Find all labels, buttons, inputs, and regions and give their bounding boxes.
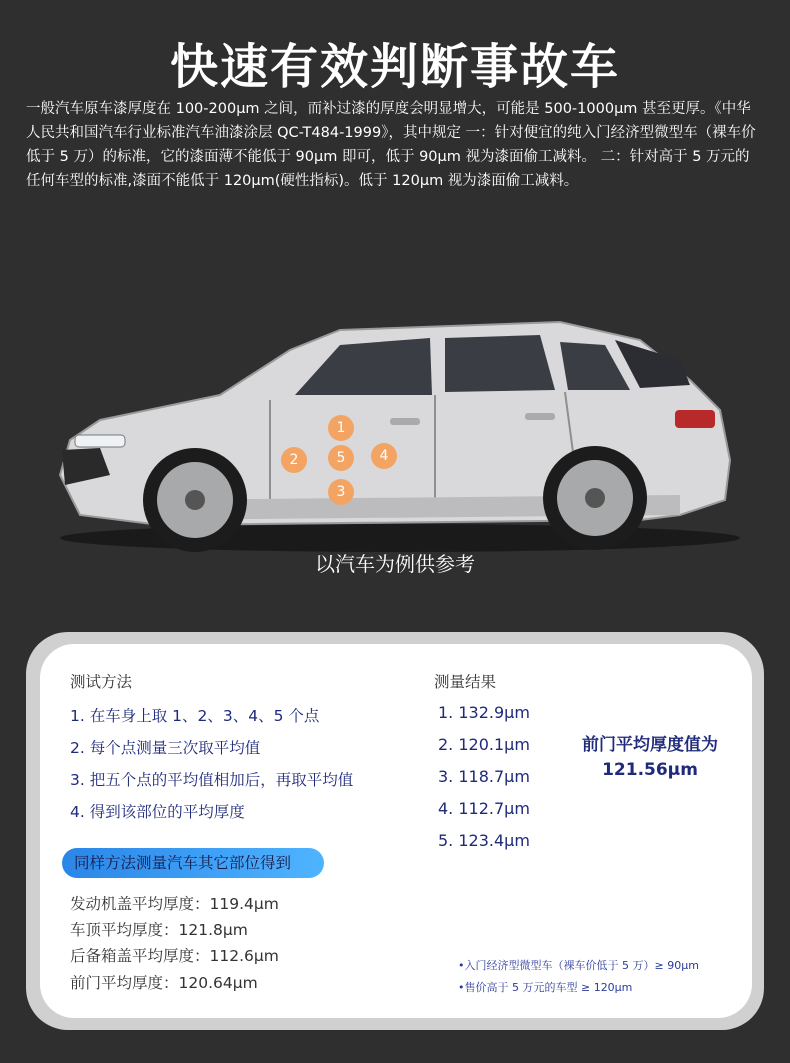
method-step: 1. 在车身上取 1、2、3、4、5 个点: [70, 707, 320, 725]
method-step: 2. 每个点测量三次取平均值: [70, 739, 261, 757]
method-step: 3. 把五个点的平均值相加后，再取平均值: [70, 771, 354, 789]
car-image: [40, 300, 760, 560]
method-heading: 测试方法: [70, 673, 133, 691]
front-door-average-label: 前门平均厚度值为: [582, 735, 718, 755]
measure-point-5: 5: [328, 445, 354, 471]
suv-illustration: [40, 300, 760, 560]
result-item: 4. 112.7μm: [438, 799, 530, 818]
car-caption: 以汽车为例供参考: [315, 552, 475, 576]
other-part-item: 前门平均厚度：120.64μm: [70, 974, 258, 992]
result-item: 2. 120.1μm: [438, 735, 530, 754]
result-item: 1. 132.9μm: [438, 703, 530, 722]
other-parts-badge: 同样方法测量汽车其它部位得到: [62, 848, 324, 878]
results-heading: 测量结果: [434, 673, 497, 691]
page-title: 快速有效判断事故车: [169, 39, 620, 95]
method-step: 4. 得到该部位的平均厚度: [70, 803, 245, 821]
other-part-item: 后备箱盖平均厚度：112.6μm: [70, 947, 279, 965]
measure-point-4: 4: [371, 443, 397, 469]
intro-paragraph: 一般汽车原车漆厚度在 100-200μm 之间，而补过漆的厚度会明显增大，可能是 500-1000μm 甚至更厚。《中华人民共和国汽车行业标准汽车油漆涂层 QC-T484-1999》，其中规定 一：针对便宜的纯入门经济型微型车（裸车价低于 5 万）的标准，它的漆面薄不能低于 90μm 即可，低于 90μm 视为漆面偷工减料。 二：针对高于 5 万元的任何车型的标准,漆面不能低于 120μm(硬性指标)。低于 120μm 视为漆面偷工减料。: [26, 101, 756, 189]
measure-point-2: 2: [281, 447, 307, 473]
front-door-average-value: 121.56μm: [602, 760, 698, 780]
measure-point-3: 3: [328, 479, 354, 505]
other-part-item: 车顶平均厚度：121.8μm: [70, 921, 248, 939]
result-item: 5. 123.4μm: [438, 831, 530, 850]
standard-note: •售价高于 5 万元的车型 ≥ 120μm: [458, 981, 633, 994]
measure-point-1: 1: [328, 415, 354, 441]
result-item: 3. 118.7μm: [438, 767, 530, 786]
standard-note: •入门经济型微型车（裸车价低于 5 万）≥ 90μm: [458, 959, 699, 972]
other-part-item: 发动机盖平均厚度：119.4μm: [70, 895, 279, 913]
